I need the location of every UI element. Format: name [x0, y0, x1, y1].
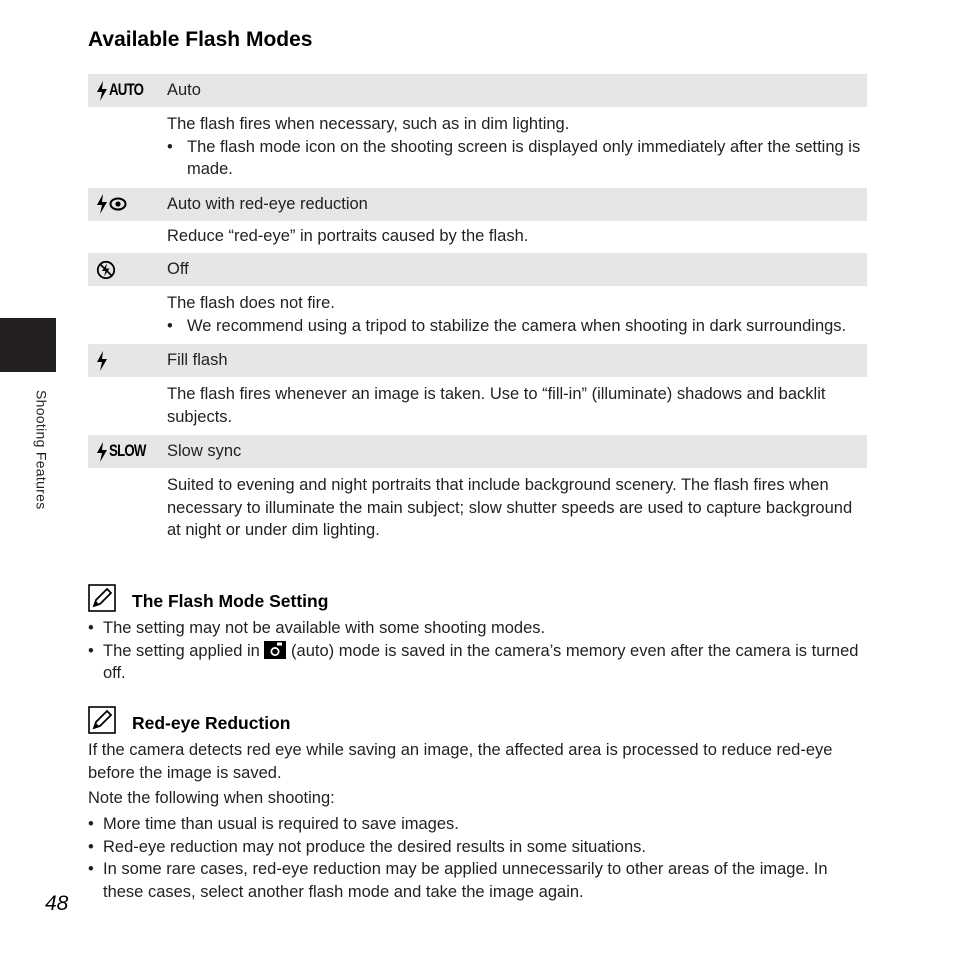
mode-description: The flash fires whenever an image is taken. Use to “fill-in” (illuminate) shadows and backlit subjects. — [167, 385, 826, 426]
note-pencil-icon — [88, 706, 116, 734]
flash-auto-icon: AUTO — [96, 74, 153, 107]
mode-name: Auto — [167, 81, 201, 99]
mode-row-fill-flash — [88, 344, 867, 377]
flash-modes-table — [88, 74, 867, 549]
note-title: Red-eye Reduction — [132, 713, 291, 733]
fill-flash-icon — [96, 344, 108, 377]
flash-red-eye-icon — [96, 188, 127, 221]
note-title: The Flash Mode Setting — [132, 591, 329, 611]
mode-name: Fill flash — [167, 351, 228, 369]
slow-sync-icon: SLOW — [96, 435, 156, 468]
camera-icon — [264, 641, 286, 659]
mode-row-slow-sync — [88, 435, 867, 468]
mode-row-auto — [88, 74, 867, 107]
mode-description: Reduce “red-eye” in portraits caused by the flash. — [167, 226, 529, 245]
mode-row-red-eye — [88, 188, 867, 221]
page-number: 48 — [45, 892, 69, 915]
flash-off-icon — [96, 253, 116, 286]
chapter-label: Shooting Features — [33, 390, 50, 510]
mode-description: The flash fires when necessary, such as in dim lighting. • The flash mode icon on the shooting screen is displayed only immediately after the setting is made. — [167, 115, 861, 178]
note-paragraph: If the camera detects red eye while saving an image, the affected area is processed to reduce red-eye before the image is saved. — [88, 741, 833, 782]
chapter-tab — [0, 318, 56, 372]
mode-row-off — [88, 253, 867, 286]
mode-name: Slow sync — [167, 442, 242, 460]
mode-name: Off — [167, 260, 189, 278]
mode-description: The flash does not fire. • We recommend using a tripod to stabilize the camera when shooting in dark surroundings. — [167, 294, 847, 335]
note-flash-mode-setting: The Flash Mode Setting • The setting may not be available with some shooting modes. • The setting applied in (auto) mode is saved in the camera’s memory even after the camera is turned off. — [88, 584, 868, 685]
note-paragraph: Note the following when shooting: — [88, 788, 335, 807]
page-title: Available Flash Modes — [88, 28, 313, 51]
mode-description: Suited to evening and night portraits that include background scenery. The flash fires when necessary to illuminate the main subject; slow shutter speeds are used to capture background at night or under dim lighting. — [167, 476, 853, 539]
note-pencil-icon — [88, 584, 116, 612]
note-red-eye-reduction: Red-eye Reduction If the camera detects red eye while saving an image, the affected area is processed to reduce red-eye before the image is saved. Note the following when shooting: • More time than usual is required to save images. • Red-eye reduction may not produce the desired results in some situations. • In some rare cases, red-eye reduction may be applied unnecessarily to other areas of the image. In these cases, select another flash mode and take the image again. — [88, 706, 868, 903]
mode-name: Auto with red-eye reduction — [167, 194, 368, 213]
